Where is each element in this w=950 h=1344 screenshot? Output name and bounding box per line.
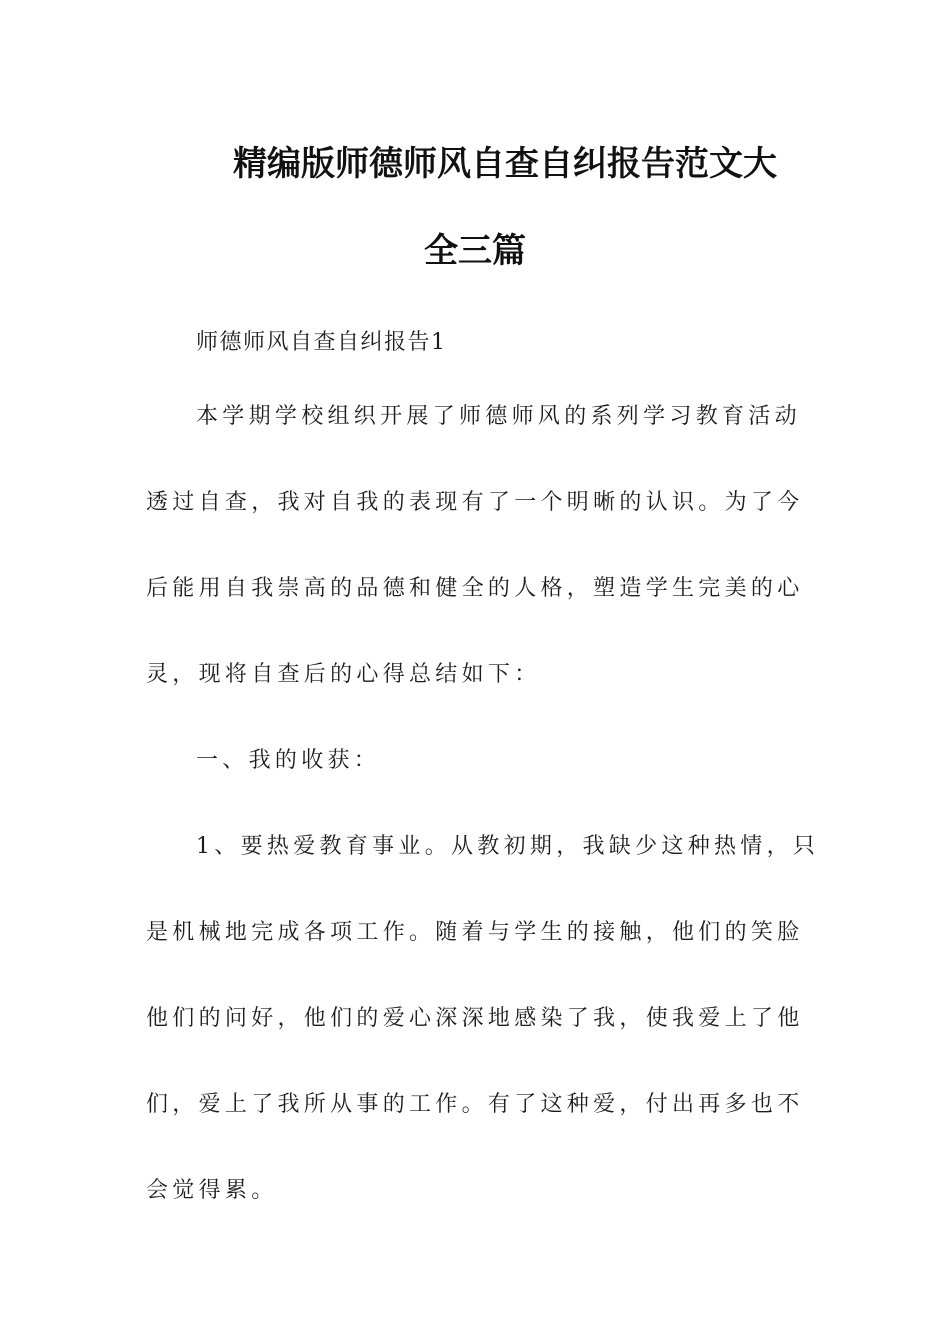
section-heading-report-1: 师德师风自查自纠报告1	[196, 330, 447, 355]
paragraph-line: 1、要热爱教育事业。从教初期，我缺少这种热情，只	[196, 834, 820, 859]
document-title-line-2: 全三篇	[424, 231, 526, 271]
paragraph-line: 灵，现将自查后的心得总结如下：	[146, 662, 541, 687]
paragraph-line: 本学期学校组织开展了师德师风的系列学习教育活动	[196, 404, 801, 429]
paragraph-line: 是机械地完成各项工作。随着与学生的接触，他们的笑脸	[146, 920, 804, 945]
paragraph-line: 会觉得累。	[146, 1178, 278, 1203]
paragraph-line: 他们的问好，他们的爱心深深地感染了我，使我爱上了他	[146, 1006, 804, 1031]
paragraph-line: 们，爱上了我所从事的工作。有了这种爱，付出再多也不	[146, 1092, 804, 1117]
document-title-line-1: 精编版师德师风自查自纠报告范文大	[233, 144, 777, 184]
subsection-heading: 一、我的收获：	[196, 748, 381, 773]
paragraph-line: 后能用自我崇高的品德和健全的人格，塑造学生完美的心	[146, 576, 804, 601]
paragraph-line: 透过自查，我对自我的表现有了一个明晰的认识。为了今	[146, 490, 804, 515]
